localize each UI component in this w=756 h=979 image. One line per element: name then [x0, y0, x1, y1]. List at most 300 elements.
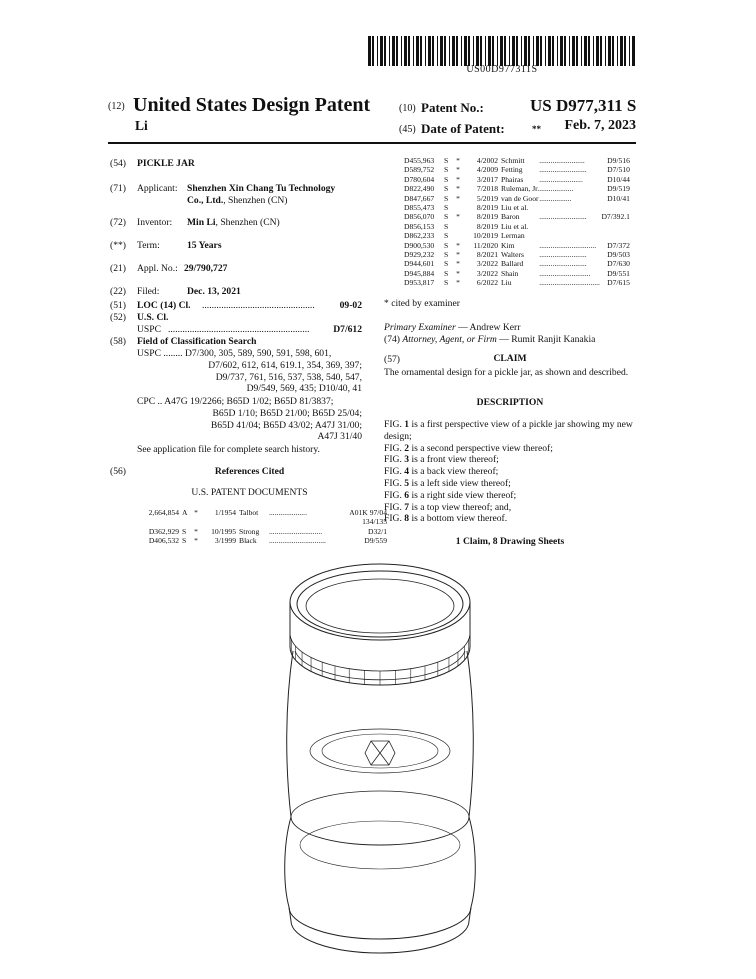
figure-descriptions — [384, 419, 638, 525]
reference-number: D945,884 — [404, 268, 435, 278]
reference-class: D9/503 — [607, 250, 630, 260]
applicant-line2 — [187, 195, 287, 207]
barcode-bar — [389, 36, 390, 66]
filed-label: Filed: — [137, 286, 160, 297]
barcode-bar — [408, 36, 410, 66]
us-cl-label: U.S. Cl. — [137, 312, 169, 323]
barcode-bar — [401, 36, 402, 66]
fig-description: FIG. 3 is a front view thereof; — [384, 454, 499, 466]
inner-base-outer — [310, 729, 450, 773]
barcode-bar — [449, 36, 450, 66]
reference-dots — [539, 203, 600, 212]
lower-body-right — [469, 817, 475, 907]
inventor-label: Inventor: — [137, 217, 173, 228]
lid-top-outer — [290, 564, 470, 640]
reference-dots — [539, 231, 600, 240]
base-side — [289, 907, 471, 921]
reference-class-cont: 134/135 — [362, 517, 387, 527]
reference-number: D953,817 — [404, 278, 435, 288]
reference-name: Shain — [501, 268, 519, 278]
lid-ridge-top — [290, 633, 470, 671]
reference-star: * — [456, 156, 460, 165]
barcode-bar — [629, 36, 630, 66]
barcode-bar — [368, 36, 371, 66]
barcode-bar — [605, 36, 606, 66]
field-uspc-line: D9/737, 761, 516, 537, 538, 540, 547, — [215, 371, 362, 383]
reference-date: 10/1995 — [211, 526, 236, 536]
reference-row — [404, 250, 630, 259]
claim-code: (57) — [384, 354, 400, 365]
reference-row — [404, 212, 630, 221]
reference-date: 8/2021 — [476, 250, 498, 260]
primary-examiner-label: Primary Examiner — [384, 322, 456, 333]
reference-row — [404, 194, 630, 203]
barcode-bar — [536, 36, 539, 66]
reference-star: * — [456, 212, 460, 222]
date-of-patent-label: Date of Patent: — [421, 121, 505, 136]
header-code-10: (10) — [399, 103, 416, 114]
barcode-bar — [473, 36, 474, 66]
reference-star: * — [456, 259, 460, 269]
reference-kind: S — [444, 184, 449, 194]
reference-date: 3/2022 — [476, 259, 498, 269]
reference-dots: ........................ — [539, 156, 585, 165]
reference-name: Liu et al. — [501, 221, 529, 231]
loc-dots: ............................................... — [202, 300, 315, 311]
reference-date: 7/2018 — [476, 184, 498, 194]
reference-row — [404, 203, 630, 212]
term-value: 15 Years — [187, 240, 222, 251]
reference-row — [404, 156, 630, 165]
reference-name: Black — [239, 536, 257, 546]
reference-name: Liu — [501, 278, 512, 288]
reference-name: Baron — [501, 212, 520, 222]
loc-code: (51) — [110, 300, 126, 311]
reference-star: * — [194, 536, 198, 546]
description-heading: DESCRIPTION — [476, 397, 544, 408]
barcode-bar — [432, 36, 434, 66]
reference-star — [452, 203, 464, 212]
reference-class — [600, 222, 630, 231]
reference-name: Ballard — [501, 259, 524, 269]
field-uspc-line: D7/602, 612, 614, 619.1, 354, 369, 397; — [208, 359, 362, 371]
reference-kind: S — [444, 231, 449, 241]
loc-value: 09-02 — [339, 300, 362, 311]
barcode-bar — [569, 36, 570, 66]
barcode-bar — [552, 36, 554, 66]
barcode-bar — [588, 36, 590, 66]
barcode-bar — [428, 36, 431, 66]
filed-value: Dec. 13, 2021 — [187, 286, 241, 297]
applicant-code: (71) — [110, 183, 126, 194]
strainer-knob — [365, 741, 395, 765]
reference-kind: S — [444, 250, 449, 260]
barcode-bar — [404, 36, 407, 66]
appl-no-value: 29/790,727 — [184, 263, 228, 274]
barcode-bar — [560, 36, 563, 66]
field-cpc-line: A47J 31/40 — [317, 431, 362, 443]
barcode-bar — [584, 36, 587, 66]
reference-class: D7/630 — [607, 259, 630, 269]
loc-label: LOC (14) Cl. — [137, 300, 191, 311]
barcode-bar — [456, 36, 458, 66]
lid-top-rim — [297, 571, 463, 637]
us-patent-documents-heading: U.S. PATENT DOCUMENTS — [191, 487, 308, 498]
reference-name: Schmitt — [501, 156, 525, 165]
reference-row-cont — [133, 517, 387, 526]
barcode-bar — [617, 36, 618, 66]
attorney-code: (74) — [384, 334, 400, 345]
reference-number: D362,929 — [148, 526, 179, 536]
reference-class: D7/615 — [607, 278, 630, 288]
reference-filler — [133, 517, 339, 526]
reference-name: van de Goor — [501, 193, 539, 203]
barcode-bar — [521, 36, 522, 66]
reference-number: D406,532 — [148, 536, 179, 546]
fig-description: FIG. 2 is a second perspective view thereof; — [384, 442, 553, 454]
primary-examiner-name: — Andrew Kerr — [455, 322, 521, 333]
claim-heading: CLAIM — [493, 353, 527, 364]
term-extension-stars: ** — [532, 124, 541, 134]
field-code: (58) — [110, 336, 126, 347]
reference-star — [452, 222, 464, 231]
pickle-jar-drawing — [265, 555, 495, 970]
barcode-bar — [581, 36, 582, 66]
reference-row — [133, 508, 387, 517]
patent-number-label: Patent No.: — [421, 100, 484, 115]
barcode-bar — [488, 36, 491, 66]
header-code-45: (45) — [399, 124, 416, 135]
barcode-bar — [533, 36, 534, 66]
barcode-bar — [384, 36, 386, 66]
reference-date: 11/2020 — [473, 240, 498, 250]
reference-kind: S — [182, 526, 187, 536]
reference-kind: S — [444, 165, 449, 175]
reference-star: * — [456, 250, 460, 260]
fig-description: FIG. 5 is a left side view thereof; — [384, 477, 511, 489]
base-bottom-edge — [291, 921, 469, 953]
appl-no-code: (21) — [110, 263, 126, 274]
reference-class: A01K 97/04 — [349, 508, 387, 517]
reference-star: * — [456, 268, 460, 278]
barcode-bar — [557, 36, 558, 66]
attorney-agent — [384, 334, 595, 346]
attorney-label: Attorney, Agent, or Firm — [402, 334, 497, 345]
field-uspc-classes — [137, 348, 362, 395]
reference-date: 8/2019 — [476, 212, 498, 222]
references-code: (56) — [110, 466, 126, 477]
attorney-name: — Rumit Ranjit Kanakia — [496, 334, 596, 345]
inventor-code: (72) — [110, 217, 126, 228]
reference-row — [133, 527, 387, 536]
barcode-bar — [416, 36, 419, 66]
reference-row — [404, 241, 630, 250]
barcode-bar — [576, 36, 578, 66]
reference-class: D9/551 — [607, 268, 630, 278]
patent-number: US D977,311 S — [530, 96, 637, 115]
fig-description: FIG. 4 is a back view thereof; — [384, 466, 499, 478]
reference-dots: ......................... — [539, 212, 587, 222]
barcode-bar — [392, 36, 395, 66]
reference-date: 3/1999 — [214, 536, 236, 546]
barcode-bar — [524, 36, 527, 66]
reference-class: D9/516 — [607, 156, 630, 165]
reference-row — [404, 278, 630, 287]
cited-by-examiner-note: * cited by examiner — [384, 298, 460, 309]
inventor-location: , Shenzhen (CN) — [215, 217, 280, 228]
barcode-bar — [425, 36, 426, 66]
jar-body-right — [467, 651, 473, 817]
reference-dots: ....................... — [539, 174, 583, 184]
barcode-bar — [548, 36, 551, 66]
reference-number: D847,667 — [404, 193, 435, 203]
reference-name: Fetting — [501, 165, 523, 175]
reference-number: D780,604 — [404, 174, 435, 184]
applicant-location: , Shenzhen (CN) — [223, 195, 288, 206]
barcode-bar — [572, 36, 575, 66]
barcode-bar — [444, 36, 446, 66]
document-title: United States Design Patent — [133, 94, 371, 116]
barcode-bar — [632, 36, 635, 66]
reference-kind: S — [182, 536, 187, 546]
reference-kind: S — [444, 212, 449, 222]
reference-kind: S — [444, 174, 449, 184]
reference-kind: S — [444, 193, 449, 203]
reference-row — [404, 269, 630, 278]
reference-star: * — [194, 526, 198, 536]
inner-base-inner — [322, 734, 438, 768]
reference-row — [404, 175, 630, 184]
reference-class: D10/44 — [607, 174, 630, 184]
barcode-bar — [596, 36, 599, 66]
base-upper-edge — [289, 907, 471, 939]
reference-class — [600, 231, 630, 240]
barcode-bar — [377, 36, 378, 66]
reference-date: 10/2019 — [473, 231, 498, 241]
reference-number: D589,752 — [404, 165, 435, 175]
header-code-12: (12) — [108, 101, 125, 112]
jar-body-left — [287, 651, 293, 817]
barcode-bar — [372, 36, 374, 66]
term-code: (**) — [110, 240, 126, 251]
barcode-bar — [437, 36, 438, 66]
references-right-table — [404, 156, 630, 288]
reference-name: Kim — [501, 240, 515, 250]
barcode-bar — [380, 36, 383, 66]
reference-kind: S — [444, 156, 449, 165]
title-code: (54) — [110, 158, 126, 169]
inventor-name: Min Li — [187, 217, 216, 228]
reference-dots: ........................... — [539, 268, 591, 278]
us-cl-dots: ........................................................... — [168, 324, 310, 335]
reference-dots: ......................... — [539, 165, 587, 175]
reference-star: * — [194, 508, 198, 517]
barcode-bar — [492, 36, 494, 66]
reference-row — [404, 222, 630, 231]
reference-row — [404, 259, 630, 268]
barcode-bar — [464, 36, 467, 66]
waist-top — [291, 791, 469, 817]
reference-class — [600, 203, 630, 212]
barcode-bar — [497, 36, 498, 66]
reference-class: D10/41 — [607, 193, 630, 203]
reference-name: Walters — [501, 250, 525, 260]
reference-row — [133, 536, 387, 545]
filed-code: (22) — [110, 286, 126, 297]
reference-date: 4/2009 — [476, 165, 498, 175]
reference-dots: .................... — [269, 508, 307, 517]
reference-star — [452, 231, 464, 240]
reference-number: 2,664,854 — [148, 508, 179, 517]
reference-star: * — [456, 184, 460, 194]
applicant-name: Shenzhen Xin Chang Tu Technology — [187, 183, 336, 194]
primary-examiner — [384, 322, 520, 334]
reference-date: 4/2002 — [476, 156, 498, 165]
reference-name: Lerman — [501, 231, 525, 241]
field-search-note: See application file for complete search history. — [137, 444, 320, 455]
reference-dots: ......................... — [539, 259, 587, 269]
reference-class: D7/510 — [607, 165, 630, 175]
barcode-bar — [540, 36, 542, 66]
reference-dots: ......................... — [539, 250, 587, 260]
reference-number: D455,963 — [404, 156, 435, 165]
reference-dots: .................. — [539, 184, 574, 194]
barcode-bar — [420, 36, 422, 66]
reference-dots: .............................. — [539, 240, 597, 250]
us-cl-uspc-label: USPC — [137, 324, 161, 335]
us-cl-code: (52) — [110, 312, 126, 323]
reference-number: D929,232 — [404, 250, 435, 260]
lid-grip-ridges — [291, 640, 468, 685]
barcode-bar — [476, 36, 479, 66]
reference-name: Ruleman, Jr. — [501, 184, 540, 194]
reference-class: D9/559 — [364, 536, 387, 546]
barcode-bar — [504, 36, 506, 66]
fig-description: FIG. 6 is a right side view thereof; — [384, 489, 517, 501]
barcode-bar — [608, 36, 611, 66]
fig-description: FIG. 8 is a bottom view thereof. — [384, 513, 508, 525]
reference-number: D855,473 — [404, 203, 435, 213]
fig-description: FIG. 1 is a first perspective view of a pickle jar showing my new design; — [384, 419, 633, 442]
applicant-label: Applicant: — [137, 183, 178, 194]
reference-star: * — [456, 174, 460, 184]
reference-dots: .............................. — [269, 536, 326, 546]
reference-name: Liu et al. — [501, 203, 529, 213]
reference-name: Phairas — [501, 174, 524, 184]
reference-row — [404, 231, 630, 240]
barcode-bar — [624, 36, 626, 66]
reference-star: * — [456, 278, 460, 288]
barcode-bar — [461, 36, 462, 66]
barcode-bar — [413, 36, 414, 66]
reference-number: D944,601 — [404, 259, 435, 269]
barcode-bar — [612, 36, 614, 66]
reference-row — [404, 165, 630, 174]
reference-kind: S — [444, 240, 449, 250]
reference-row — [404, 184, 630, 193]
reference-class: D32/1 — [368, 526, 387, 536]
claims-and-sheets: 1 Claim, 8 Drawing Sheets — [455, 536, 565, 547]
reference-dots: ................. — [539, 193, 572, 203]
design-title: PICKLE JAR — [137, 158, 195, 169]
lower-body-left — [285, 817, 291, 907]
references-left-table — [133, 508, 387, 546]
term-label: Term: — [137, 240, 160, 251]
field-cpc-line: B65D 1/10; B65D 21/00; B65D 25/04; — [212, 407, 362, 419]
field-uspc-line: USPC ........ D7/300, 305, 589, 590, 591, 598, 601, — [137, 348, 332, 359]
reference-kind: S — [444, 278, 449, 288]
reference-date: 1/1954 — [214, 508, 236, 517]
header-divider — [108, 142, 636, 144]
reference-kind: S — [444, 259, 449, 269]
reference-date: 3/2017 — [476, 174, 498, 184]
reference-date: 5/2019 — [476, 193, 498, 203]
field-cpc-line: B65D 41/04; B65D 43/02; A47J 31/00; — [210, 419, 362, 431]
barcode-bar — [620, 36, 623, 66]
reference-class: D9/519 — [607, 184, 630, 194]
reference-kind: A — [182, 508, 188, 517]
references-heading: References Cited — [214, 466, 285, 477]
barcode-bar — [452, 36, 455, 66]
barcode-bar — [500, 36, 503, 66]
barcode — [368, 36, 636, 66]
barcode-bar — [396, 36, 398, 66]
reference-kind: S — [444, 203, 449, 213]
claim-text: The ornamental design for a pickle jar, as shown and described. — [384, 367, 629, 378]
barcode-bar — [509, 36, 510, 66]
reference-date: 3/2022 — [476, 268, 498, 278]
reference-name: Talbot — [239, 508, 259, 517]
inventor-short-name: Li — [135, 118, 148, 133]
applicant-name-cont: Co., Ltd. — [187, 195, 224, 206]
reference-number: D862,233 — [404, 231, 435, 241]
barcode-number: US00D977311S — [466, 64, 538, 75]
barcode-bar — [512, 36, 515, 66]
barcode-bar — [480, 36, 482, 66]
fig-description: FIG. 7 is a top view thereof; and, — [384, 501, 512, 513]
reference-date: 6/2022 — [476, 278, 498, 288]
field-cpc-classes — [137, 396, 362, 443]
field-cpc-line: CPC .. A47G 19/2266; B65D 1/02; B65D 81/3837; — [137, 396, 334, 407]
reference-kind: S — [444, 221, 449, 231]
barcode-bar — [545, 36, 546, 66]
reference-number: D856,070 — [404, 212, 435, 222]
reference-class: D7/372 — [607, 240, 630, 250]
barcode-bar — [516, 36, 518, 66]
lid-top-inner — [306, 579, 454, 633]
barcode-bar — [528, 36, 530, 66]
inventor-entry — [187, 217, 280, 229]
barcode-bar — [600, 36, 602, 66]
barcode-bar — [564, 36, 566, 66]
reference-class: D7/392.1 — [601, 212, 630, 222]
barcode-bar — [468, 36, 470, 66]
reference-name: Strong — [239, 526, 260, 536]
reference-number: D822,490 — [404, 184, 435, 194]
reference-number: D856,153 — [404, 221, 435, 231]
reference-star: * — [456, 165, 460, 175]
date-of-patent: Feb. 7, 2023 — [564, 118, 636, 133]
reference-dots — [539, 222, 600, 231]
us-cl-value: D7/612 — [333, 324, 362, 335]
reference-star: * — [456, 240, 460, 250]
barcode-bar — [593, 36, 594, 66]
field-uspc-line: D9/549, 569, 435; D10/40, 41 — [246, 383, 362, 395]
reference-star: * — [456, 193, 460, 203]
appl-no-label: Appl. No.: — [137, 263, 178, 274]
reference-dots: ............................ — [269, 526, 323, 536]
reference-date: 8/2019 — [476, 221, 498, 231]
